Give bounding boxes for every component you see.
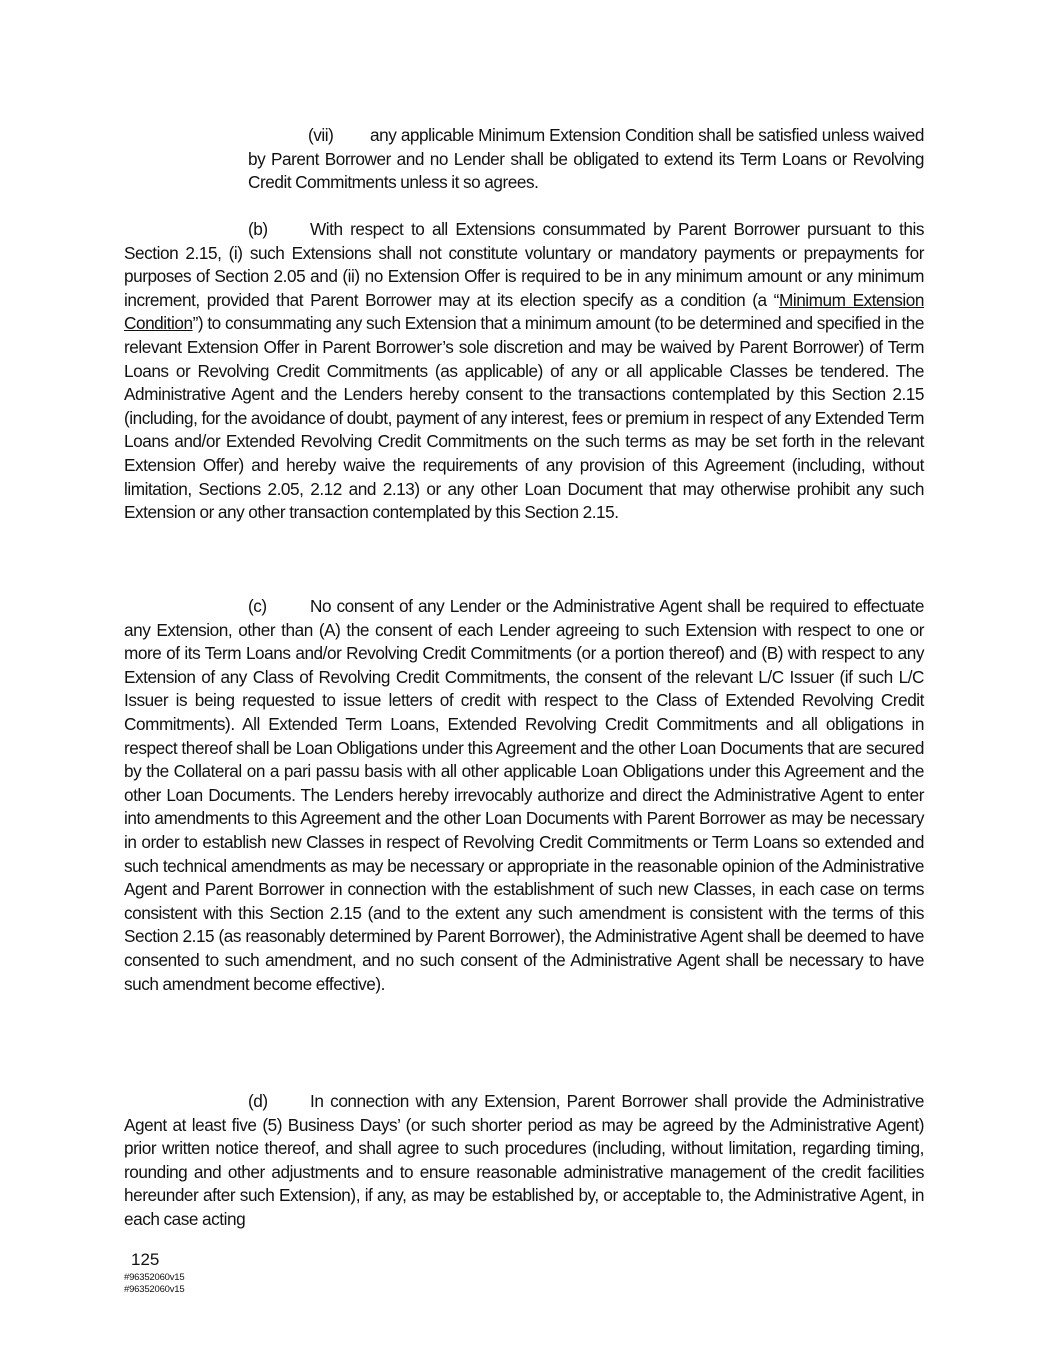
paragraph-vii <box>248 124 924 195</box>
paragraph-b-marker: (b) <box>248 219 268 239</box>
paragraph-d-text: In connection with any Extension, Parent Borrower shall provide the Administrative Agent at least five (5) Business Days’ (or such shorter period as may be agreed by the Administrative Agent) prior written notice thereof, and shall agree to such procedures (including, without limitation, regarding timing, rounding and other adjustments and to ensure reasonable administrative management of the credit facilities hereunder after such Extension), if any, as may be established by, or acceptable to, the Administrative Agent, in each case acting <box>124 1091 924 1229</box>
paragraph-b-text-after: ”) to consummating any such Extension that a minimum amount (to be determined and specified in the relevant Extension Offer in Parent Borrower’s sole discretion and may be waived by Parent Borrower) of Term Loans or Revolving Credit Commitments (as applicable) of any or all applicable Classes be tendered. The Administrative Agent and the Lenders hereby consent to the transactions contemplated by this Section 2.15 (including, for the avoidance of doubt, payment of any interest, fees or premium in respect of any Extended Term Loans and/or Extended Revolving Credit Commitments on the such terms as may be set forth in the relevant Extension Offer) and hereby waive the requirements of any provision of this Agreement (including, without limitation, Sections 2.05, 2.12 and 2.13) or any other Loan Document that may otherwise prohibit any such Extension or any other transaction contemplated by this Section 2.15. <box>124 313 924 523</box>
page-number: 125 <box>131 1250 160 1269</box>
document-id: #96352060v15 <box>124 1272 185 1283</box>
paragraph-d <box>124 1090 924 1232</box>
paragraph-c-text: No consent of any Lender or the Administrative Agent shall be required to effectuate any Extension, other than (A) the consent of each Lender agreeing to such Extension with respect to one or more of its Term Loans and/or Revolving Credit Commitments (or a portion thereof) and (B) with respect to any Extension of any Class of Revolving Credit Commitments, the consent of the relevant L/C Issuer (if such L/C Issuer is being requested to issue letters of credit with respect to the Class of Extended Revolving Credit Commitments). All Extended Term Loans, Extended Revolving Credit Commitments and all obligations in respect thereof shall be Loan Obligations under this Agreement and the other Loan Documents that are secured by the Collateral on a pari passu basis with all other applicable Loan Obligations under this Agreement and the other Loan Documents. The Lenders hereby irrevocably authorize and direct the Administrative Agent to enter into amendments to this Agreement and the other Loan Documents with Parent Borrower as may be necessary in order to establish new Classes in respect of Revolving Credit Commitments or Term Loans so extended and such technical amendments as may be necessary or appropriate in the reasonable opinion of the Administrative Agent and Parent Borrower in connection with the establishment of such new Classes, in each case on terms consistent with this Section 2.15 (and to the extent any such amendment is consistent with the terms of this Section 2.15 (as reasonably determined by Parent Borrower), the Administrative Agent shall be deemed to have consented to such amendment, and no such consent of the Administrative Agent shall be necessary to have such amendment become effective). <box>124 596 924 994</box>
paragraph-vii-marker: (vii) <box>308 125 334 145</box>
paragraph-c-marker: (c) <box>248 596 267 616</box>
paragraph-b <box>124 218 924 525</box>
paragraph-c <box>124 595 924 996</box>
document-id: #96352060v15 <box>124 1284 185 1295</box>
paragraph-d-marker: (d) <box>248 1091 268 1111</box>
defined-term-minimum-extension-condition: Minimum Extension Condition <box>124 289 924 334</box>
paragraph-vii-text: any applicable Minimum Extension Condition shall be satisfied unless waived by Parent Borrower and no Lender shall be obligated to extend its Term Loans or Revolving Credit Commitments unless it so agrees. <box>248 125 924 193</box>
paragraph-b-text-before: With respect to all Extensions consummated by Parent Borrower pursuant to this Section 2.15, (i) such Extensions shall not constitute voluntary or mandatory payments or prepayments for purposes of Section 2.05 and (ii) no Extension Offer is required to be in any minimum amount or any minimum increment, provided that Parent Borrower may at its election specify as a condition (a “ <box>124 219 924 310</box>
